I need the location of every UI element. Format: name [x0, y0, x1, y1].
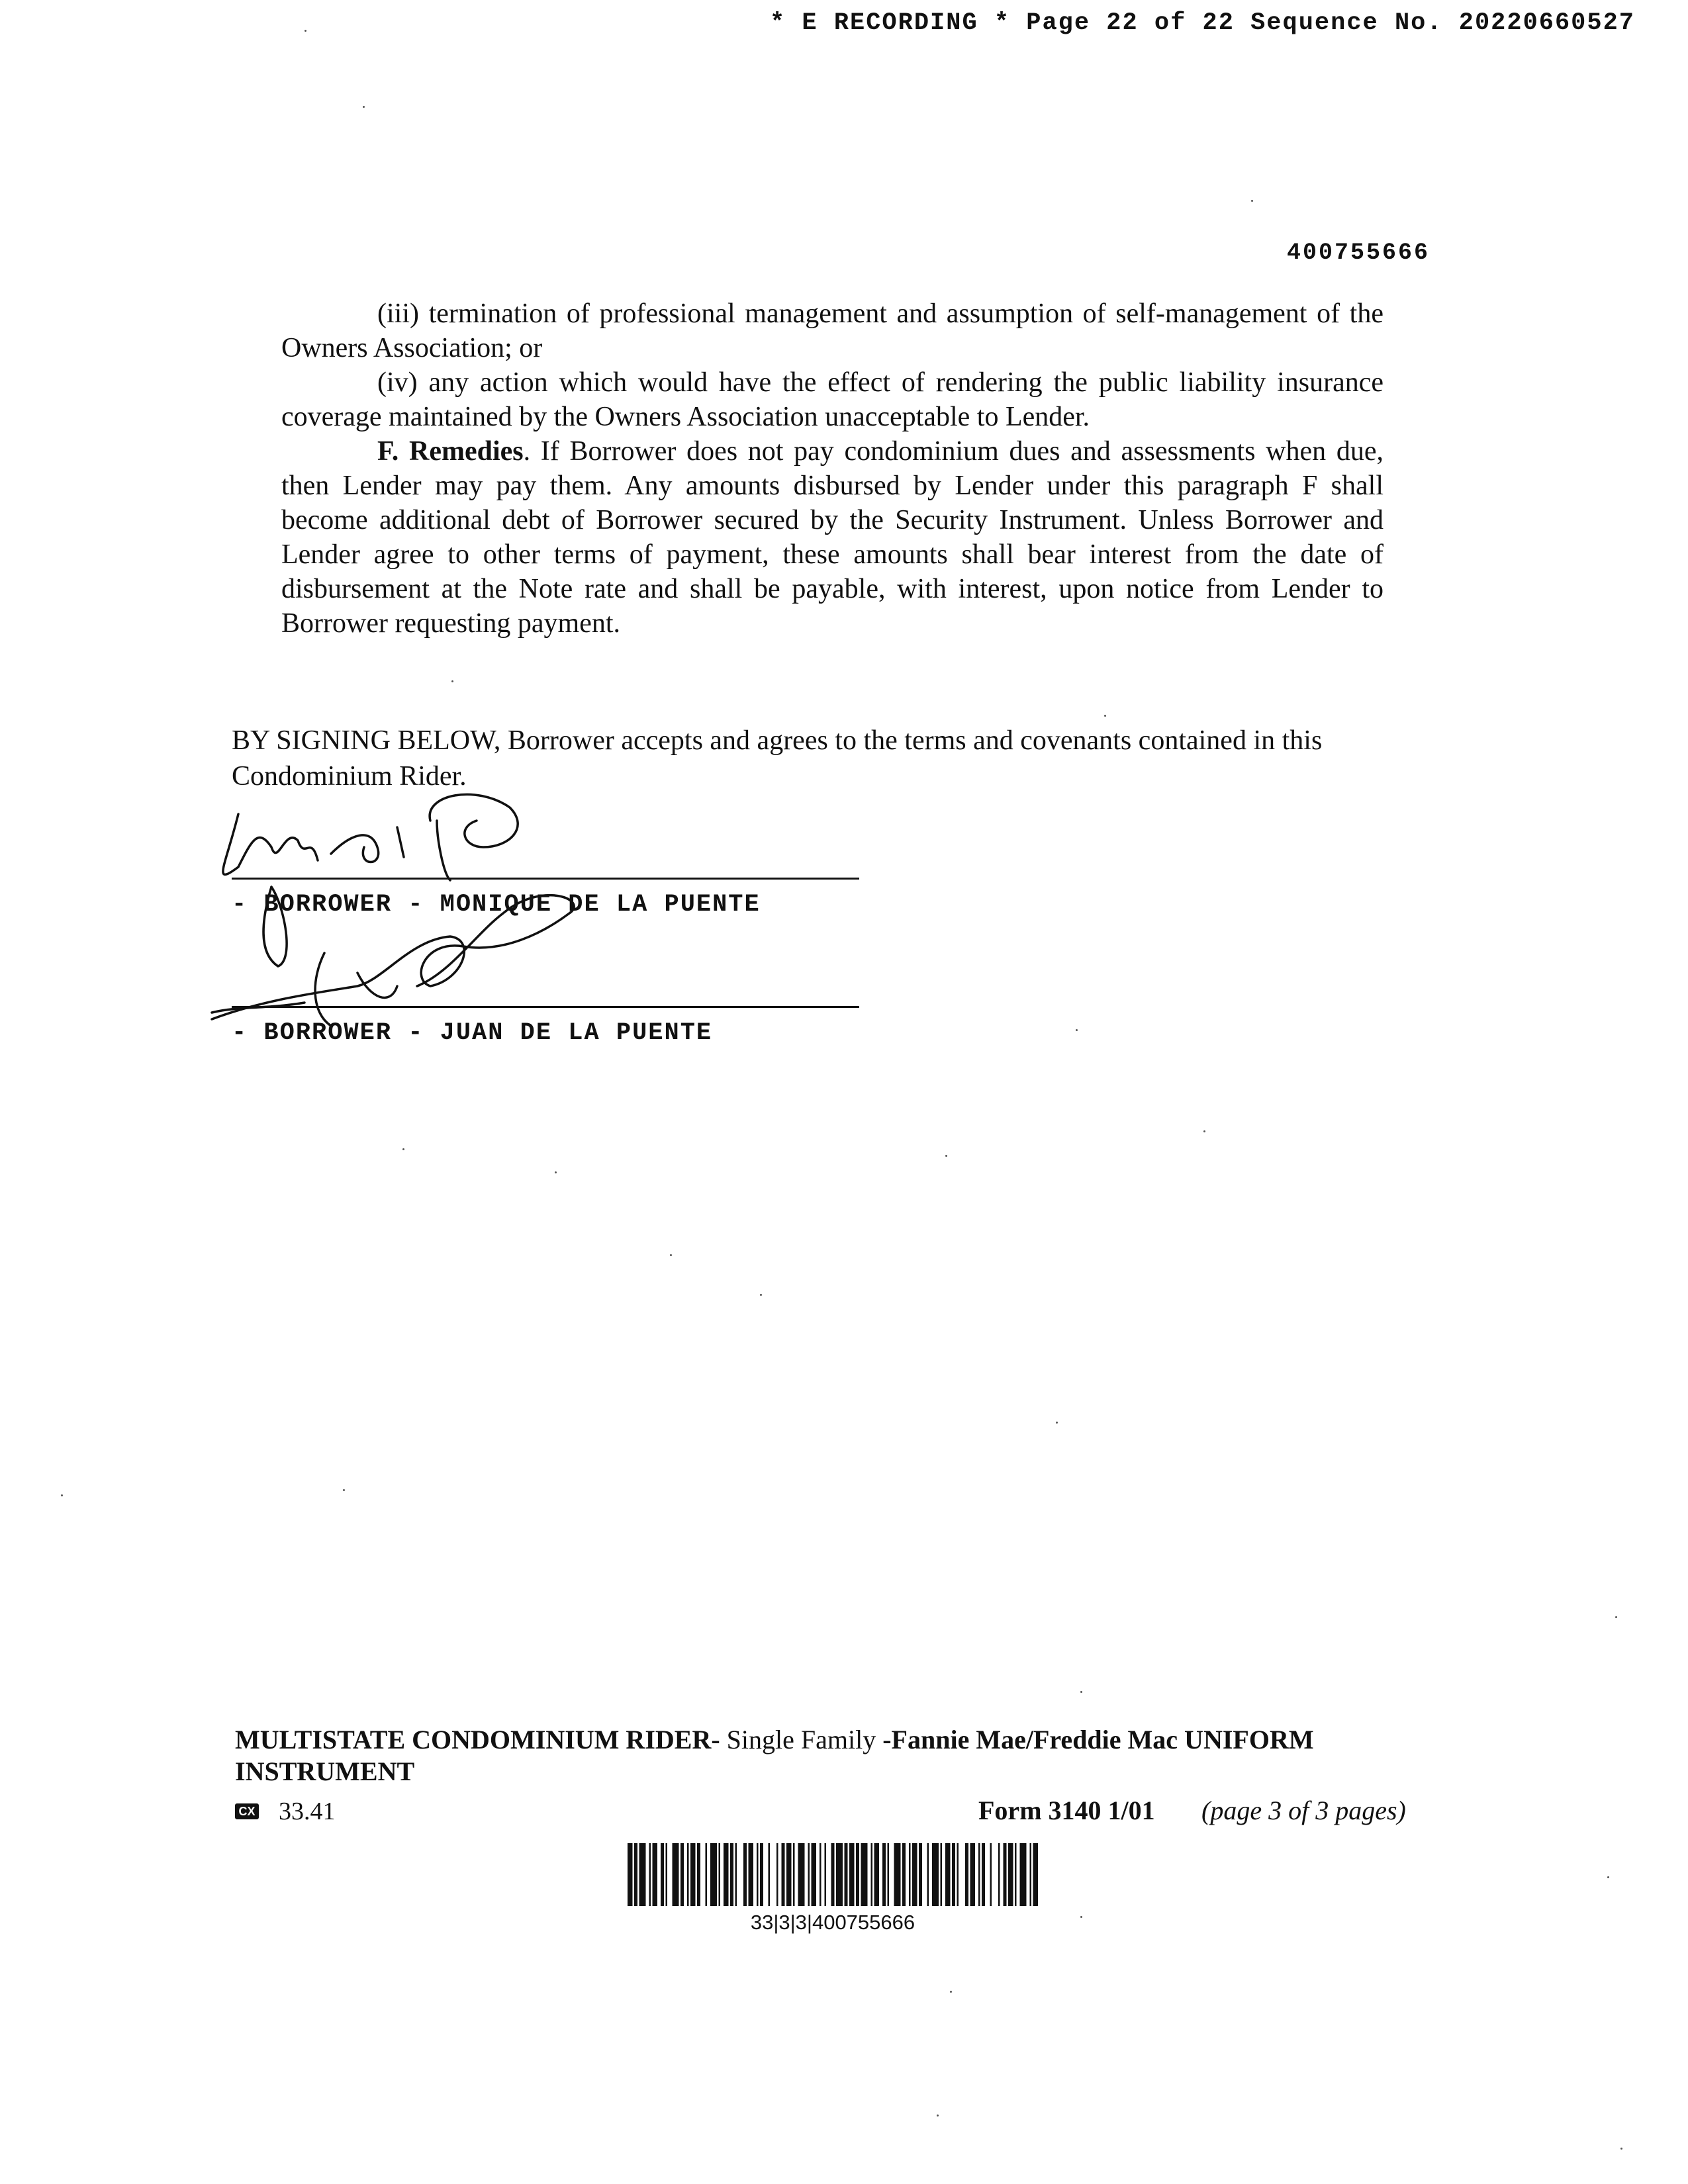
form-title-bold-1: MULTISTATE CONDOMINIUM RIDER- [235, 1725, 720, 1754]
scan-speck [1203, 1130, 1205, 1132]
barcode-bar [894, 1843, 901, 1906]
signature-line-2 [232, 1006, 859, 1008]
barcode-bar [856, 1843, 859, 1906]
barcode-bar [697, 1843, 700, 1906]
barcode-bar [649, 1843, 651, 1906]
barcode-bar [653, 1843, 658, 1906]
barcode-bar [760, 1843, 763, 1906]
barcode-bar [735, 1843, 737, 1906]
barcode-bar [673, 1843, 679, 1906]
remedies-heading: F. Remedies [377, 436, 524, 467]
recording-header: * E RECORDING * Page 22 of 22 Sequence No. 20220660527 [770, 9, 1635, 37]
barcode-bar [1020, 1843, 1027, 1906]
item-iii: (iii) termination of professional management and assumption of self-management of the Owners Association; or [281, 298, 1383, 363]
borrower-1-label: - BORROWER - MONIQUE DE LA PUENTE [232, 891, 761, 919]
barcode-bar [628, 1843, 633, 1906]
barcode-bar [927, 1843, 929, 1906]
barcode-bar [831, 1843, 835, 1906]
form-title-bold-2: -Fannie Mae/Freddie Mac UNIFORM INSTRUMENT [235, 1725, 1314, 1786]
rider-body [281, 296, 1383, 641]
barcode-bar [825, 1843, 827, 1906]
vendor-code: 33.41 [279, 1797, 336, 1825]
scan-speck [343, 1489, 345, 1491]
loan-number: 400755666 [1286, 240, 1430, 266]
scan-speck [1080, 1916, 1082, 1918]
barcode-bar [639, 1843, 646, 1906]
barcode-bar [871, 1843, 873, 1906]
scan-speck [1251, 200, 1253, 202]
barcode-bar [719, 1843, 721, 1906]
scan-speck [451, 680, 453, 682]
signing-statement: BY SIGNING BELOW, Borrower accepts and agrees to the terms and covenants contained in this Condominium Rider. [232, 725, 1323, 792]
scan-speck [937, 2115, 939, 2116]
barcode-bar [845, 1843, 848, 1906]
barcode-bar [957, 1843, 959, 1906]
barcode-bar [1004, 1843, 1007, 1906]
barcode-bar [978, 1843, 980, 1906]
barcode-bar [888, 1843, 890, 1906]
barcode-bar [724, 1843, 729, 1906]
barcode-bar [730, 1843, 733, 1906]
barcode-bar [941, 1843, 943, 1906]
barcode-bar [952, 1843, 955, 1906]
barcode-icon [628, 1843, 1038, 1906]
barcode-bar [687, 1843, 689, 1906]
scan-speck [61, 1494, 63, 1496]
scan-speck [1620, 2148, 1622, 2150]
scan-speck [1076, 1029, 1078, 1031]
scan-speck [670, 1254, 672, 1256]
barcode-bar [820, 1843, 821, 1906]
barcode-bar [909, 1843, 911, 1906]
barcode-bar [812, 1843, 817, 1906]
form-title [235, 1724, 1427, 1788]
barcode-bar [798, 1843, 805, 1906]
scan-speck [1607, 1876, 1609, 1878]
scan-speck [305, 30, 306, 32]
scan-speck [555, 1171, 557, 1173]
barcode-bar [882, 1843, 886, 1906]
barcode-bar [1008, 1843, 1013, 1906]
borrower-2-label: - BORROWER - JUAN DE LA PUENTE [232, 1019, 713, 1047]
barcode-bar [666, 1843, 668, 1906]
scan-speck [1080, 1691, 1082, 1693]
barcode-bar [1030, 1843, 1032, 1906]
barcode-bar [782, 1843, 785, 1906]
barcode-bar [690, 1843, 696, 1906]
scan-speck [363, 106, 365, 108]
barcode-bar [970, 1843, 976, 1906]
vendor-code-row [235, 1797, 336, 1826]
vendor-logo-icon: CX [235, 1803, 259, 1819]
barcode-bar [769, 1843, 771, 1906]
remedies-text: . If Borrower does not pay condominium dues and assessments when due, then Lender may pay them. Any amounts disbursed by Lender under this paragraph F shall become additional debt of Borrower secured by the Security Instrument. Unless Borrower and Lender agree to other terms of payment, these amounts shall bear interest from the date of disbursement at the Note rate and shall be payable, with interest, upon notice from Lender to Borrower requesting payment. [281, 436, 1383, 639]
barcode-bar [661, 1843, 664, 1906]
form-title-plain: Single Family [720, 1725, 883, 1754]
barcode-bar [680, 1843, 684, 1906]
scan-speck [1615, 1616, 1617, 1618]
form-number: Form 3140 1/01 [978, 1796, 1155, 1825]
barcode-bar [965, 1843, 968, 1906]
barcode-bar [786, 1843, 792, 1906]
item-iv: (iv) any action which would have the effect of rendering the public liability insurance coverage maintained by the Owners Association unacceptable to Lender. [281, 367, 1383, 432]
barcode-bar [982, 1843, 985, 1906]
barcode-bar [710, 1843, 717, 1906]
barcode-bar [998, 1843, 1000, 1906]
barcode-text: 33|3|3|400755666 [750, 1911, 915, 1934]
barcode-bar [836, 1843, 843, 1906]
scan-speck [1104, 715, 1106, 717]
scan-speck [1056, 1422, 1058, 1424]
barcode-bar [945, 1843, 951, 1906]
barcode-bar [912, 1843, 917, 1906]
barcode-bar [990, 1843, 992, 1906]
signature-line-1 [232, 878, 859, 880]
barcode-bar [932, 1843, 939, 1906]
barcode-bar [793, 1843, 795, 1906]
barcode-bar [634, 1843, 637, 1906]
scan-speck [945, 1155, 947, 1157]
barcode-bar [874, 1843, 880, 1906]
barcode-bar [1033, 1843, 1039, 1906]
barcode-bar [919, 1843, 922, 1906]
scan-speck [760, 1294, 762, 1296]
barcode-bar [757, 1843, 759, 1906]
barcode-bar [861, 1843, 868, 1906]
barcode-bar [776, 1843, 778, 1906]
barcode-bar [808, 1843, 810, 1906]
scan-speck [950, 1991, 952, 1993]
barcode-bar [743, 1843, 747, 1906]
barcode-bar [749, 1843, 754, 1906]
scan-speck [402, 1148, 404, 1150]
barcode-bar [849, 1843, 855, 1906]
barcode-bar [1015, 1843, 1017, 1906]
barcode-bar [902, 1843, 906, 1906]
page-indicator: (page 3 of 3 pages) [1201, 1796, 1406, 1825]
barcode-bar [706, 1843, 708, 1906]
remedies-paragraph [281, 434, 1383, 641]
